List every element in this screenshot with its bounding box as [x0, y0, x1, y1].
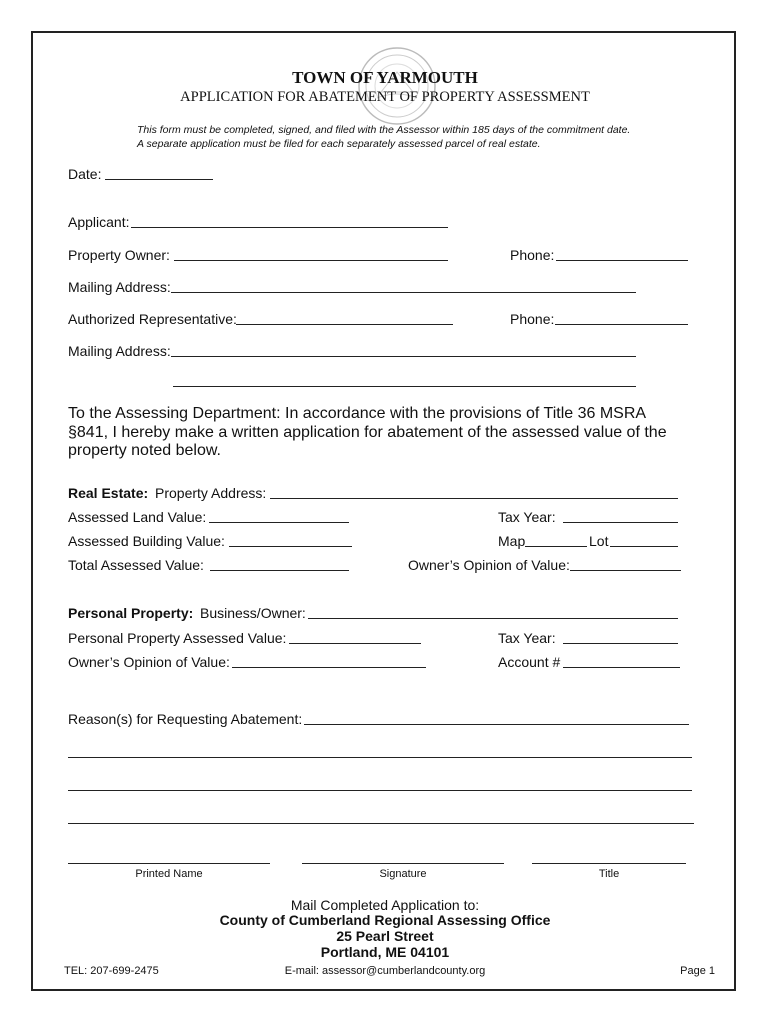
tax-year-field-1[interactable] [563, 522, 678, 523]
instruction-line-2: A separate application must be filed for each separately assessed parcel of real estate. [137, 138, 541, 150]
reasons-line-2[interactable] [68, 757, 692, 758]
statement-line-3: property noted below. [68, 442, 221, 459]
printed-name-caption: Printed Name [135, 868, 203, 880]
reasons-field[interactable] [304, 724, 689, 725]
phone-label-1: Phone: [510, 247, 555, 263]
office-street: 25 Pearl Street [336, 928, 434, 944]
assessed-land-value-label: Assessed Land Value: [68, 509, 207, 525]
assessed-building-value-label: Assessed Building Value: [68, 533, 225, 549]
tax-year-label-2: Tax Year: [498, 630, 556, 646]
date-label: Date: [68, 166, 102, 182]
property-owner-field[interactable] [174, 260, 448, 261]
authorized-representative-label: Authorized Representative: [68, 311, 237, 327]
business-owner-label: Business/Owner: [200, 605, 306, 621]
business-owner-field[interactable] [308, 618, 678, 619]
reasons-line-3[interactable] [68, 790, 692, 791]
phone-field-2[interactable] [555, 324, 688, 325]
mailing-address-label-1: Mailing Address: [68, 279, 171, 295]
office-name: County of Cumberland Regional Assessing Office [219, 912, 551, 928]
personal-property-assessed-value-field[interactable] [289, 643, 421, 644]
account-label: Account # [498, 654, 561, 670]
applicant-field[interactable] [131, 227, 448, 228]
phone-label-2: Phone: [510, 311, 555, 327]
property-address-field[interactable] [270, 498, 678, 499]
applicant-label: Applicant: [68, 214, 130, 230]
map-label: Map [498, 533, 526, 549]
lot-field[interactable] [610, 546, 678, 547]
personal-property-heading: Personal Property: [68, 605, 194, 621]
assessed-land-value-field[interactable] [209, 522, 349, 523]
title-field[interactable] [532, 863, 686, 864]
property-address-label: Property Address: [155, 485, 267, 501]
total-assessed-value-label: Total Assessed Value: [68, 557, 204, 573]
instruction-line-1: This form must be completed, signed, and filed with the Assessor within 185 days of the commitment date. [137, 124, 631, 136]
page-number: Page 1 [680, 965, 715, 977]
email-text: E-mail: assessor@cumberlandcounty.org [284, 965, 486, 977]
tax-year-label-1: Tax Year: [498, 509, 556, 525]
phone-field-1[interactable] [556, 260, 688, 261]
personal-property-assessed-value-label: Personal Property Assessed Value: [68, 630, 287, 646]
total-assessed-value-field[interactable] [210, 570, 349, 571]
assessed-building-value-field[interactable] [229, 546, 352, 547]
title-caption: Title [598, 868, 620, 880]
date-field[interactable] [105, 179, 213, 180]
mailing-address-label-2: Mailing Address: [68, 343, 171, 359]
tax-year-field-2[interactable] [563, 643, 678, 644]
lot-label: Lot [589, 533, 609, 549]
real-estate-heading: Real Estate: [68, 485, 149, 501]
map-field[interactable] [525, 546, 587, 547]
property-owner-label: Property Owner: [68, 247, 170, 263]
reasons-line-4[interactable] [68, 823, 694, 824]
form-subtitle: APPLICATION FOR ABATEMENT OF PROPERTY ASSESSMENT [180, 89, 590, 105]
printed-name-field[interactable] [68, 863, 270, 864]
owners-opinion-field-2[interactable] [232, 667, 426, 668]
telephone-text: TEL: 207-699-2475 [64, 965, 159, 977]
mailing-address-field-2[interactable] [171, 356, 636, 357]
form-title: TOWN OF YARMOUTH [292, 68, 478, 87]
owners-opinion-label-2: Owner’s Opinion of Value: [68, 654, 230, 670]
signature-field[interactable] [302, 863, 504, 864]
statement-line-1: To the Assessing Department: In accordance with the provisions of Title 36 MSRA [68, 405, 647, 422]
mailing-address-field-1[interactable] [171, 292, 636, 293]
account-field[interactable] [563, 667, 680, 668]
office-city: Portland, ME 04101 [320, 944, 450, 960]
reasons-label: Reason(s) for Requesting Abatement: [68, 711, 303, 727]
mail-to-text: Mail Completed Application to: [290, 897, 480, 913]
mailing-address-field-2-line-2[interactable] [173, 386, 636, 387]
statement-line-2: §841, I hereby make a written application for abatement of the assessed value of the [68, 424, 667, 441]
owners-opinion-label-1: Owner’s Opinion of Value: [408, 557, 570, 573]
authorized-representative-field[interactable] [236, 324, 453, 325]
signature-caption: Signature [379, 868, 427, 880]
owners-opinion-field-1[interactable] [570, 570, 681, 571]
